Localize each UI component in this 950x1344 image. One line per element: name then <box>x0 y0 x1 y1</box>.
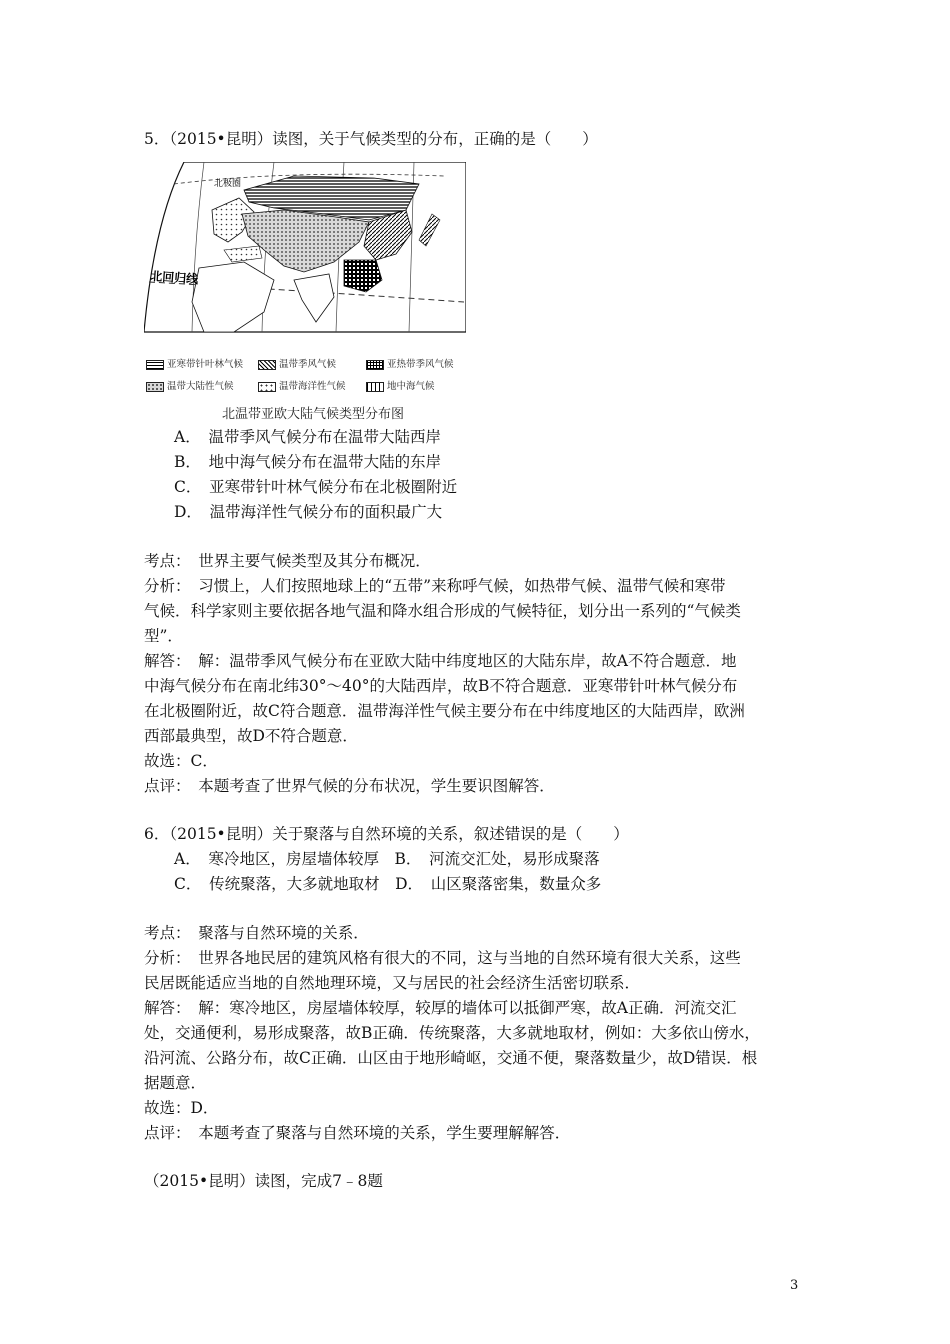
q6-fenxi-line: 民居既能适应当地的自然地理环境，又与居民的社会经济生活密切联系． <box>144 974 641 992</box>
arctic-circle-label: 北极圈 <box>214 178 242 188</box>
q6-answer: 故选：D． <box>144 1099 219 1117</box>
q5-option-b: B． 地中海气候分布在温带大陆的东岸 <box>174 453 442 471</box>
q5-fenxi-line: 分析： 习惯上，人们按照地球上的“五带”来称呼气候，如热带气候、温带气候和寒带 <box>144 577 726 595</box>
q78-intro: （2015•昆明）读图，完成7﹣8题 <box>144 1172 383 1190</box>
q5-option-c: C． 亚寒带针叶林气候分布在北极圈附近 <box>174 478 458 496</box>
q5-option-a: A． 温带季风气候分布在温带大陆西岸 <box>174 428 441 446</box>
q5-jieda-line: 在北极圈附近，故C符合题意．温带海洋性气候主要分布在中纬度地区的大陆西岸，欧洲 <box>144 702 745 720</box>
q6-jieda-line: 据题意． <box>144 1074 207 1092</box>
q5-stem: 5．（2015•昆明）读图，关于气候类型的分布，正确的是（ ） <box>144 130 598 148</box>
q5-fenxi-line: 气候．科学家则主要依据各地气温和降水组合形成的气候特征，划分出一系列的“气候类 <box>144 602 741 620</box>
q6-stem: 6．（2015•昆明）关于聚落与自然环境的关系，叙述错误的是（ ） <box>144 825 629 843</box>
legend-item-6: 地中海气候 <box>366 378 435 392</box>
legend-item-3: 亚热带季风气候 <box>366 356 454 370</box>
q5-jieda-line: 解答： 解：温带季风气候分布在亚欧大陆中纬度地区的大陆东岸，故A不符合题意．地 <box>144 652 737 670</box>
q6-fenxi-line: 分析： 世界各地民居的建筑风格有很大的不同，这与当地的自然环境有很大关系，这些 <box>144 949 741 967</box>
q5-dianping: 点评： 本题考查了世界气候的分布状况，学生要识图解答． <box>144 777 555 795</box>
legend-item-5: 温带海洋性气候 <box>258 378 346 392</box>
q6-options-row2: C． 传统聚落，大多就地取材 D． 山区聚落密集，数量众多 <box>174 875 602 893</box>
legend-item-1: 亚寒带针叶林气候 <box>146 356 243 370</box>
q5-fenxi-line: 型”． <box>144 627 183 645</box>
q6-kaodian: 考点： 聚落与自然环境的关系． <box>144 924 369 942</box>
tropic-label: 北回归线 <box>149 269 199 287</box>
legend-item-4: 温带大陆性气候 <box>146 378 234 392</box>
q5-jieda-line: 中海气候分布在南北纬30°～40°的大陆西岸，故B不符合题意．亚寒带针叶林气候分布 <box>144 677 738 695</box>
map-caption: 北温带亚欧大陆气候类型分布图 <box>222 407 405 422</box>
q5-jieda-line: 西部最典型，故D不符合题意． <box>144 727 358 745</box>
q6-options-row1: A． 寒冷地区，房屋墙体较厚 B． 河流交汇处，易形成聚落 <box>174 850 600 868</box>
q6-dianping: 点评： 本题考查了聚落与自然环境的关系，学生要理解解答． <box>144 1124 571 1142</box>
page-number: 3 <box>790 1278 799 1293</box>
q5-option-d: D． 温带海洋性气候分布的面积最广大 <box>174 503 443 521</box>
q6-jieda-line: 解答： 解：寒冷地区，房屋墙体较厚，较厚的墙体可以抵御严寒，故A正确．河流交汇 <box>144 999 737 1017</box>
legend-item-2: 温带季风气候 <box>258 356 336 370</box>
q5-kaodian: 考点： 世界主要气候类型及其分布概况． <box>144 552 431 570</box>
q6-jieda-line: 处，交通便利，易形成聚落，故B正确．传统聚落，大多就地取材，例如：大多依山傍水， <box>144 1024 760 1042</box>
q6-jieda-line: 沿河流、公路分布，故C正确．山区由于地形崎岖，交通不便，聚落数量少，故D错误．根 <box>144 1049 758 1067</box>
q5-answer: 故选：C． <box>144 752 218 770</box>
